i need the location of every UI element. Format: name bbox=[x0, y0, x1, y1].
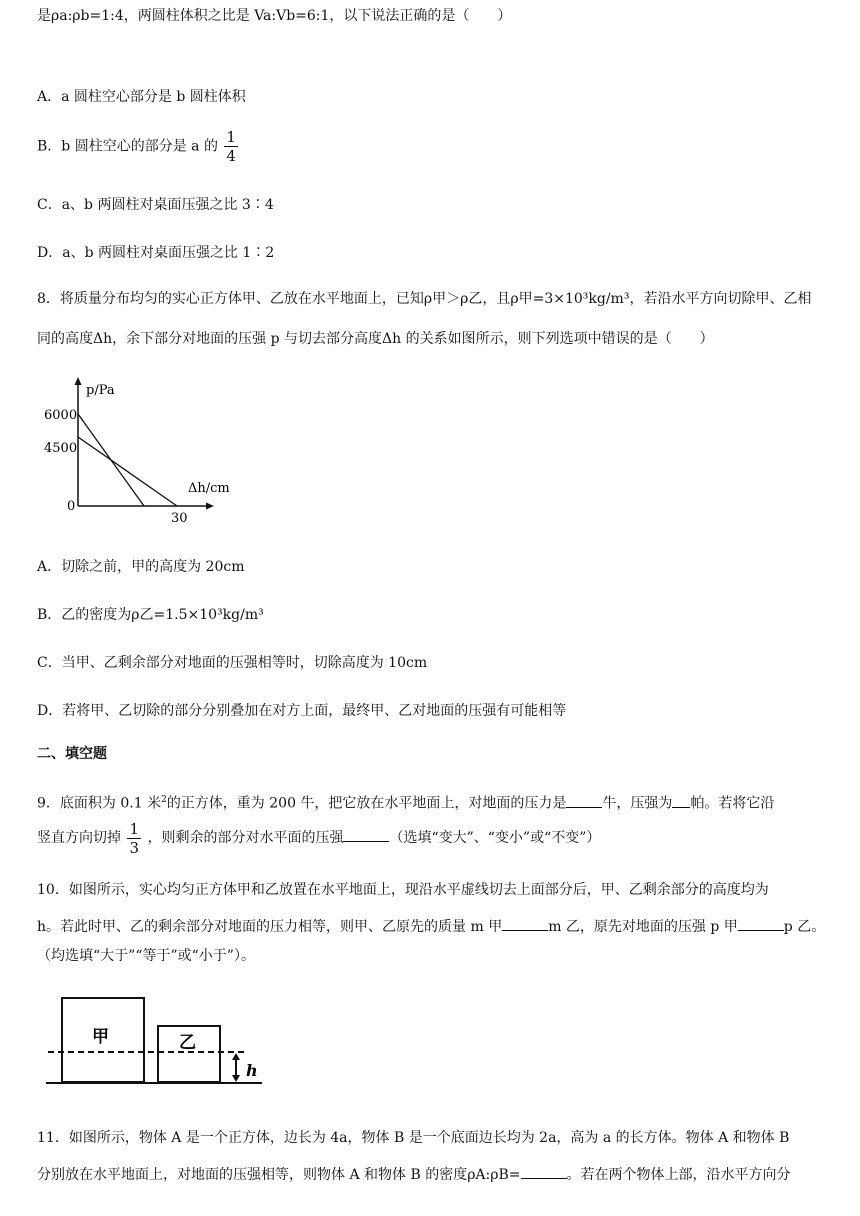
q8-stem-line2: 同的高度Δh，余下部分对地面的压强 p 与切去部分高度Δh 的关系如图所示，则下列选项中错误的是（ ） bbox=[37, 331, 714, 347]
q7-option-b-text: B．b 圆柱空心的部分是 a 的 bbox=[37, 138, 218, 155]
fraction-denominator: 3 bbox=[129, 838, 139, 857]
q9-text-a: 9．底面积为 0.1 米 bbox=[37, 795, 162, 812]
q11-text-b: 。若在两个物体上部，沿水平方向分 bbox=[566, 1167, 791, 1183]
q9-fraction bbox=[127, 820, 141, 857]
q9-line2-tail: （选填“变大”、“变小”或“不变”） bbox=[389, 830, 601, 846]
q9-line1 bbox=[37, 790, 774, 814]
y-tick-4500: 4500 bbox=[44, 441, 78, 456]
q8-option-d: D．若将甲、乙切除的部分分别叠加在对方上面，最终甲、乙对地面的压强有可能相等 bbox=[37, 703, 567, 719]
fraction-numerator: 1 bbox=[226, 128, 236, 146]
q8-stem-line1: 8．将质量分布均匀的实心正方体甲、乙放在水平地面上，已知ρ甲＞ρ乙，且ρ甲=3×10³kg/m³，若沿水平方向切除甲、乙相 bbox=[37, 291, 812, 307]
q8-option-b: B．乙的密度为ρ乙=1.5×10³kg/m³ bbox=[37, 607, 264, 623]
q9-blank-force bbox=[566, 793, 602, 808]
q11-line1: 11．如图所示，物体 A 是一个正方体，边长为 4a，物体 B 是一个底面边长均为 2a，高为 a 的长方体。物体 A 和物体 B bbox=[37, 1130, 790, 1146]
x-tick-30: 30 bbox=[171, 511, 188, 524]
q7-option-d: D．a、b 两圆柱对桌面压强之比 1∶2 bbox=[37, 245, 275, 261]
q8-option-a: A．切除之前，甲的高度为 20cm bbox=[37, 559, 245, 575]
q10-blank-pressure bbox=[738, 916, 784, 931]
q8-option-c: C．当甲、乙剩余部分对地面的压强相等时，切除高度为 10cm bbox=[37, 655, 428, 671]
q11-text-a: 分别放在水平地面上，对地面的压强相等，则物体 A 和物体 B 的密度ρA:ρB= bbox=[37, 1167, 521, 1183]
height-arrow-bottom bbox=[232, 1075, 240, 1082]
q9-blank-change bbox=[343, 827, 389, 842]
q10-blank-mass bbox=[502, 916, 548, 931]
label-h: h bbox=[246, 1061, 258, 1080]
q10-cubes-figure bbox=[40, 992, 270, 1096]
q10-line1: 10．如图所示，实心均匀正方体甲和乙放置在水平地面上，现沿水平虚线切去上面部分后，甲、乙剩余部分的高度均为 bbox=[37, 882, 769, 898]
label-jia: 甲 bbox=[92, 1027, 109, 1047]
origin-label: 0 bbox=[67, 499, 76, 514]
q7-option-b bbox=[37, 128, 240, 165]
q9-text-c: 牛，压强为 bbox=[602, 795, 673, 812]
height-arrow-top bbox=[232, 1053, 240, 1060]
q11-blank-density bbox=[521, 1164, 567, 1179]
q9-blank-pressure bbox=[672, 793, 690, 808]
x-axis-arrow bbox=[206, 503, 214, 510]
x-axis-label: Δh/cm bbox=[188, 481, 230, 496]
q7-option-b-fraction bbox=[224, 128, 238, 165]
q10-text-a: h。若此时甲、乙的剩余部分对地面的压力相等，则甲、乙原先的质量 m 甲 bbox=[37, 919, 503, 935]
q9-line2 bbox=[37, 818, 600, 858]
y-axis-arrow bbox=[75, 377, 82, 385]
q9-text-d: 帕。若将它沿 bbox=[690, 795, 775, 812]
q7-option-a: A．a 圆柱空心部分是 b 圆柱体积 bbox=[37, 89, 246, 105]
chart-series-group bbox=[78, 414, 177, 506]
chart-series-line-2 bbox=[78, 437, 177, 506]
q10-line2 bbox=[37, 916, 825, 937]
q9-line2-pre: 竖直方向切掉 bbox=[37, 830, 121, 846]
q10-text-b: m 乙，原先对地面的压强 p 甲 bbox=[548, 919, 738, 935]
q10-text-c: p 乙。 bbox=[783, 919, 826, 935]
q9-line2-post: ，则剩余的部分对水平面的压强 bbox=[147, 830, 344, 846]
fraction-numerator: 1 bbox=[129, 819, 139, 838]
q9-superscript: 2 bbox=[161, 795, 167, 805]
q10-line3: （均选填“大于”“等于”或“小于”）。 bbox=[37, 948, 255, 964]
fraction-denominator: 4 bbox=[226, 147, 236, 165]
q7-option-c: C．a、b 两圆柱对桌面压强之比 3∶4 bbox=[37, 197, 274, 213]
label-yi: 乙 bbox=[179, 1033, 196, 1053]
q9-text-b: 的正方体，重为 200 牛，把它放在水平地面上，对地面的压力是 bbox=[166, 795, 567, 812]
section-title: 二、填空题 bbox=[37, 746, 107, 762]
y-axis-label: p/Pa bbox=[86, 383, 115, 398]
q8-pressure-chart bbox=[40, 374, 250, 524]
q7-stem-tail: 是ρa:ρb=1:4，两圆柱体积之比是 Va:Vb=6:1，以下说法正确的是（ ） bbox=[37, 8, 512, 24]
y-tick-6000: 6000 bbox=[44, 408, 78, 423]
q11-line2 bbox=[37, 1164, 791, 1185]
